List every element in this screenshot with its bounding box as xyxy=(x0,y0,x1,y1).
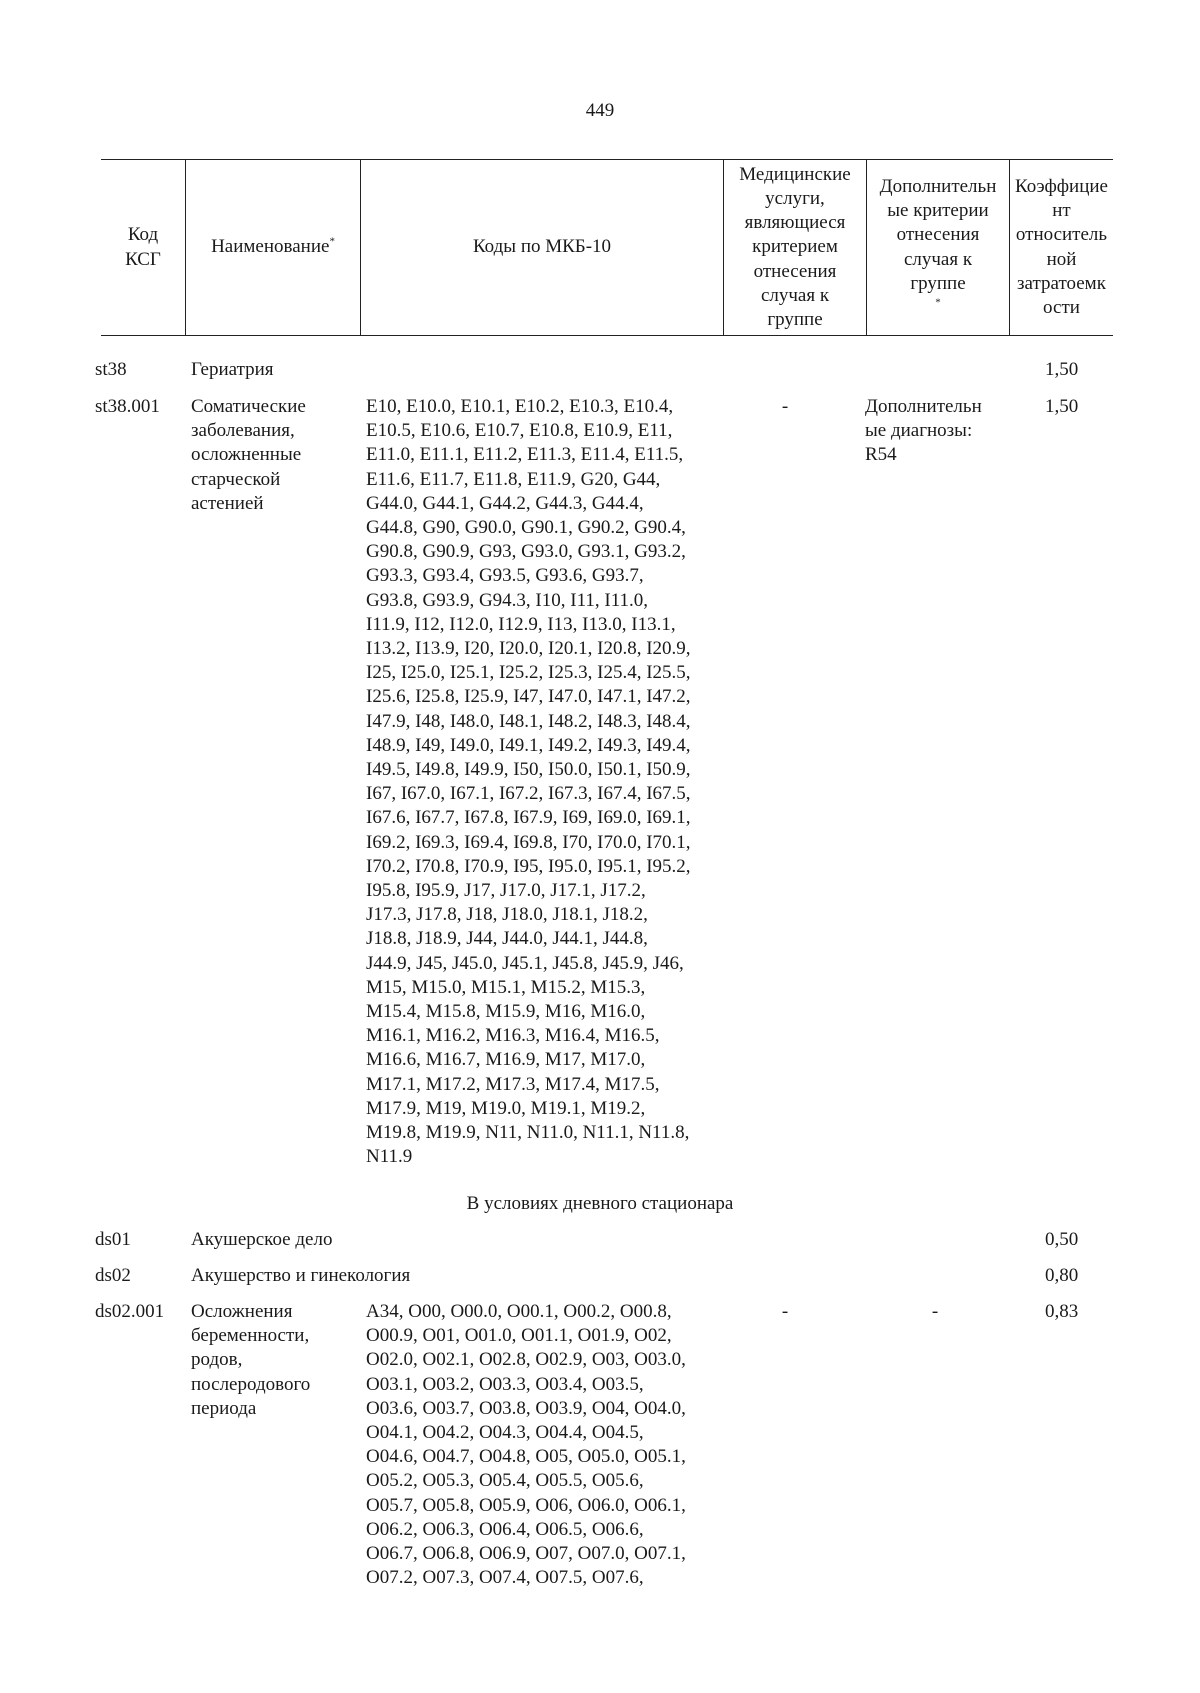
header-extra-line: Дополнительн xyxy=(879,175,997,197)
header-services-line: отнесения xyxy=(753,260,837,282)
header-extra-line xyxy=(880,272,997,320)
header-coef-line: относитель xyxy=(1015,224,1108,246)
mkb-line: M16.1, M16.2, M16.3, M16.4, M16.5, xyxy=(366,1025,660,1047)
header-services-line: критерием xyxy=(752,236,838,258)
extra-line: Дополнительн xyxy=(865,396,982,417)
header-extra-criteria xyxy=(866,160,1009,335)
row-coefficient: 0,83 xyxy=(1045,1301,1079,1322)
row-coefficient: 0,50 xyxy=(1045,1229,1079,1250)
header-services-line: группе xyxy=(767,309,823,330)
mkb-line: O03.6, O03.7, O03.8, O03.9, O04, O04.0, xyxy=(366,1397,686,1419)
mkb-line: M17.1, M17.2, M17.3, M17.4, M17.5, xyxy=(366,1073,660,1095)
header-services-line: услуги, xyxy=(765,187,825,209)
header-services-line: являющиеся xyxy=(744,212,846,234)
header-extra-line: случая к xyxy=(903,248,973,270)
mkb-line: O05.2, O05.3, O05.4, O05.5, O05.6, xyxy=(366,1470,644,1492)
header-extra-line: отнесения xyxy=(896,224,980,246)
row-name xyxy=(191,395,351,516)
row-name-line: родов, xyxy=(191,1349,243,1371)
row-services: - xyxy=(781,1301,789,1322)
row-code: st38.001 xyxy=(95,396,160,417)
mkb-line: O06.2, O06.3, O06.4, O06.5, O06.6, xyxy=(366,1518,644,1540)
mkb-line: J44.9, J45, J45.0, J45.1, J45.8, J45.9, J46, xyxy=(366,952,684,974)
row-coefficient: 1,50 xyxy=(1045,396,1079,417)
mkb-line: M17.9, M19, M19.0, M19.1, M19.2, xyxy=(366,1097,646,1119)
row-coefficient: 0,80 xyxy=(1045,1265,1079,1286)
row-services: - xyxy=(781,396,789,417)
header-code-line: Код xyxy=(127,224,159,246)
mkb-line: I69.2, I69.3, I69.4, I69.8, I70, I70.0, I70.1, xyxy=(366,831,691,853)
header-coef-line: затратоемк xyxy=(1017,272,1106,294)
row-name-line: периода xyxy=(191,1397,257,1419)
mkb-line: E11.6, E11.7, E11.8, E11.9, G20, G44, xyxy=(366,468,661,490)
header-mkb-label: Коды по МКБ-10 xyxy=(472,236,612,258)
mkb-line: I13.2, I13.9, I20, I20.0, I20.1, I20.8, I20.9, xyxy=(366,638,691,660)
row-name-line: астенией xyxy=(191,492,264,514)
header-extra-line: ые критерии xyxy=(887,200,989,222)
row-coefficient: 1,50 xyxy=(1045,359,1079,380)
mkb-line: J17.3, J17.8, J18, J18.0, J18.1, J18.2, xyxy=(366,904,648,926)
row-name-line: послеродового xyxy=(191,1373,311,1395)
mkb-line: I25, I25.0, I25.1, I25.2, I25.3, I25.4, I25.5, xyxy=(366,662,691,684)
mkb-line: O03.1, O03.2, O03.3, O03.4, O03.5, xyxy=(366,1373,644,1395)
mkb-line: G93.3, G93.4, G93.5, G93.6, G93.7, xyxy=(366,565,644,587)
mkb-line: I25.6, I25.8, I25.9, I47, I47.0, I47.1, I47.2, xyxy=(366,686,691,708)
mkb-line: G93.8, G93.9, G94.3, I10, I11, I11.0, xyxy=(366,589,648,611)
header-code xyxy=(101,160,185,335)
header-mkb xyxy=(360,160,723,335)
mkb-line: N11.9 xyxy=(366,1146,413,1168)
mkb-line: O06.7, O06.8, O06.9, O07, O07.0, O07.1, xyxy=(366,1543,686,1565)
header-coef-line: Коэффицие xyxy=(1015,175,1108,197)
mkb-line: M15, M15.0, M15.1, M15.2, M15.3, xyxy=(366,976,646,998)
row-mkb-codes xyxy=(366,1300,726,1590)
row-name: Гериатрия xyxy=(191,359,274,380)
mkb-line: I11.9, I12, I12.0, I12.9, I13, I13.0, I13.1, xyxy=(366,613,676,635)
mkb-line: I47.9, I48, I48.0, I48.1, I48.2, I48.3, I48.4, xyxy=(366,710,691,732)
mkb-line: O04.6, O04.7, O04.8, O05, O05.0, O05.1, xyxy=(366,1446,686,1468)
row-name xyxy=(191,1300,351,1421)
row-name: Акушерство и гинекология xyxy=(191,1265,411,1286)
header-extra-line-text: группе xyxy=(910,272,966,294)
mkb-line: O02.0, O02.1, O02.8, O02.9, O03, O03.0, xyxy=(366,1349,686,1371)
mkb-line: I49.5, I49.8, I49.9, I50, I50.0, I50.1, I50.9, xyxy=(366,759,691,781)
header-code-line: КСГ xyxy=(125,248,161,270)
mkb-line: O07.2, O07.3, O07.4, O07.5, O07.6, xyxy=(366,1567,644,1589)
page-number: 449 xyxy=(585,100,615,121)
row-name: Акушерское дело xyxy=(191,1229,333,1250)
header-coef-line: ости xyxy=(1043,296,1080,318)
header-coef-line: ной xyxy=(1046,248,1077,270)
mkb-line: E11.0, E11.1, E11.2, E11.3, E11.4, E11.5, xyxy=(366,444,684,466)
footnote-star: * xyxy=(329,236,335,249)
mkb-line: M19.8, M19.9, N11, N11.0, N11.1, N11.8, xyxy=(366,1122,690,1144)
header-services-line: Медицинские xyxy=(739,163,851,185)
row-extra-criteria: - xyxy=(931,1301,939,1322)
row-extra-criteria xyxy=(865,395,1005,468)
section-title: В условиях дневного стационара xyxy=(466,1193,734,1214)
mkb-line: J18.8, J18.9, J44, J44.0, J44.1, J44.8, xyxy=(366,928,648,950)
mkb-line: I67.6, I67.7, I67.8, I67.9, I69, I69.0, I69.1, xyxy=(366,807,691,829)
extra-line: ые диагнозы: xyxy=(865,420,973,442)
row-name-line: старческой xyxy=(191,468,281,490)
mkb-line: I67, I67.0, I67.1, I67.2, I67.3, I67.4, I67.5, xyxy=(366,783,691,805)
mkb-line: E10.5, E10.6, E10.7, E10.8, E10.9, E11, xyxy=(366,420,673,442)
header-services xyxy=(723,160,866,335)
row-name-line: Соматические xyxy=(191,396,306,417)
row-code: ds01 xyxy=(95,1229,131,1250)
mkb-line: G44.0, G44.1, G44.2, G44.3, G44.4, xyxy=(366,492,644,514)
mkb-line: O04.1, O04.2, O04.3, O04.4, O04.5, xyxy=(366,1422,644,1444)
row-code: ds02 xyxy=(95,1265,131,1286)
mkb-line: G90.8, G90.9, G93, G93.0, G93.1, G93.2, xyxy=(366,541,686,563)
header-coefficient xyxy=(1009,160,1113,335)
table-header xyxy=(101,159,1113,336)
extra-line: R54 xyxy=(865,444,897,466)
footnote-star: * xyxy=(935,296,941,309)
row-code: ds02.001 xyxy=(95,1301,165,1322)
mkb-line: O05.7, O05.8, O05.9, O06, O06.0, O06.1, xyxy=(366,1494,686,1516)
row-name-line: осложненные xyxy=(191,444,302,466)
header-name xyxy=(185,160,360,335)
row-name-line: Осложнения xyxy=(191,1301,293,1322)
mkb-line: I48.9, I49, I49.0, I49.1, I49.2, I49.3, I49.4, xyxy=(366,734,691,756)
mkb-line: M16.6, M16.7, M16.9, M17, M17.0, xyxy=(366,1049,646,1071)
row-name-line: беременности, xyxy=(191,1325,310,1347)
header-coef-line: нт xyxy=(1052,200,1071,222)
mkb-line: O00.9, O01, O01.0, O01.1, O01.9, O02, xyxy=(366,1325,672,1347)
header-services-line: случая к xyxy=(760,284,830,306)
mkb-line: M15.4, M15.8, M15.9, M16, M16.0, xyxy=(366,1001,646,1023)
row-mkb-codes xyxy=(366,395,726,1170)
mkb-line: I70.2, I70.8, I70.9, I95, I95.0, I95.1, I95.2, xyxy=(366,855,691,877)
row-name-line: заболевания, xyxy=(191,420,295,442)
mkb-line: E10, E10.0, E10.1, E10.2, E10.3, E10.4, xyxy=(366,396,674,417)
mkb-line: I95.8, I95.9, J17, J17.0, J17.1, J17.2, xyxy=(366,880,646,902)
mkb-line: A34, O00, O00.0, O00.1, O00.2, O00.8, xyxy=(366,1301,672,1322)
row-code: st38 xyxy=(95,359,127,380)
header-name-label: Наименование xyxy=(211,236,330,258)
mkb-line: G44.8, G90, G90.0, G90.1, G90.2, G90.4, xyxy=(366,517,686,539)
